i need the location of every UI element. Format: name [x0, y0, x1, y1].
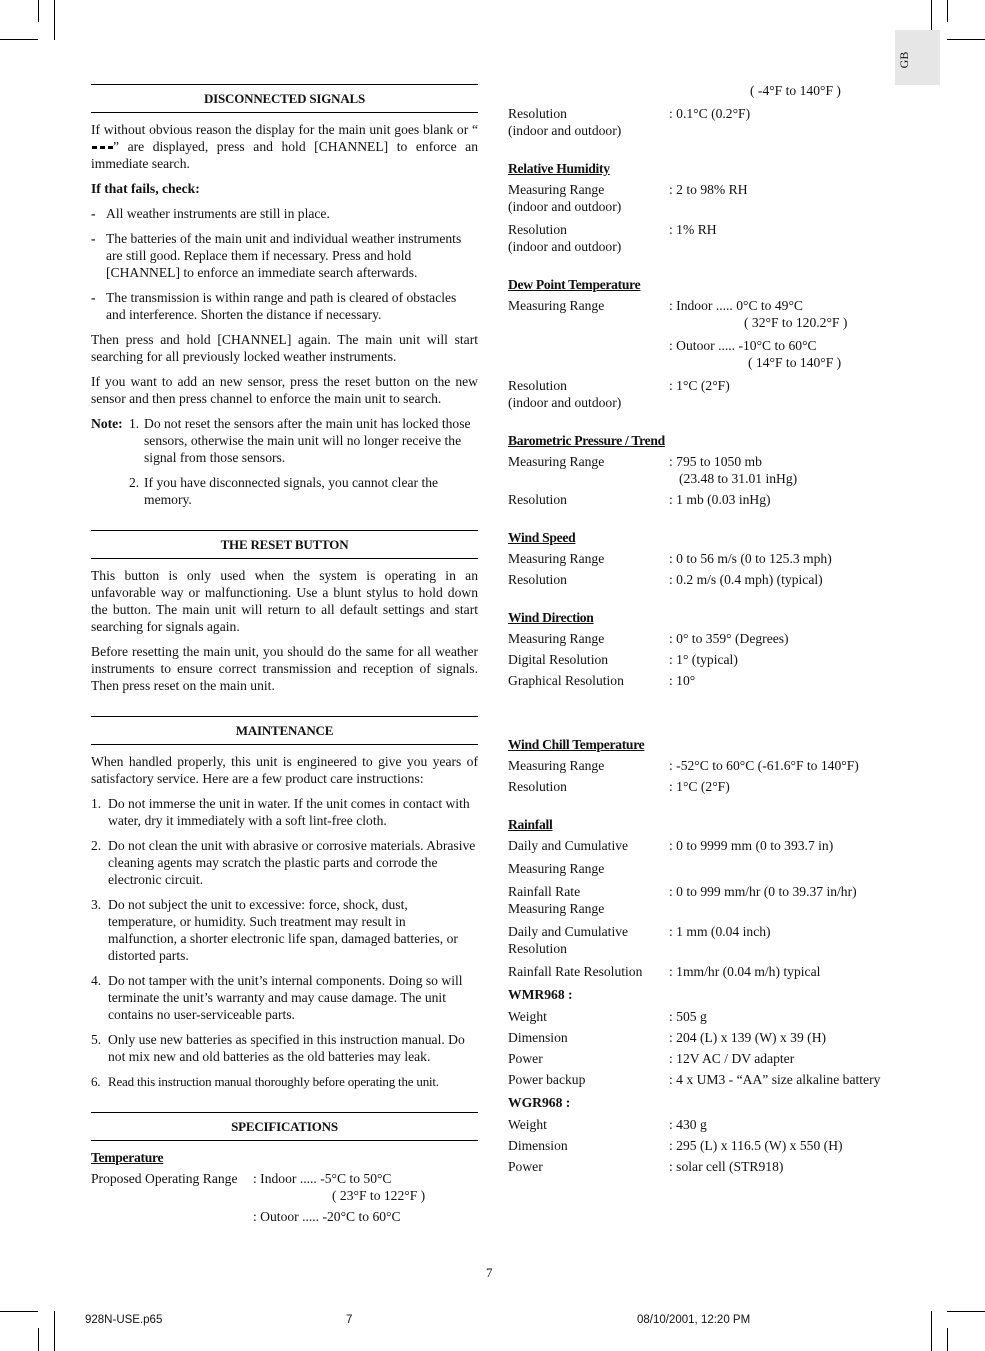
spec-row: Measuring Range : 0° to 359° (Degrees) [508, 631, 789, 646]
list-item: 3. Do not subject the unit to excessive: force, shock, dust, temperature, or humidity. Such treatment may result in malfunction, a shorter electronic life span, damaged batteries, or distorted parts. [91, 897, 458, 963]
spec-row: Weight : 430 g [508, 1117, 707, 1132]
spec-row: Resolution (indoor and outdoor) : 1°C (2°F) [508, 378, 730, 410]
crop-mark [947, 39, 985, 40]
maintenance-heading: MAINTENANCE [91, 716, 478, 745]
crop-mark [0, 1311, 38, 1312]
spec-row: Digital Resolution : 1° (typical) [508, 652, 738, 667]
spec-row: Resolution (indoor and outdoor) : 0.1°C (0.2°F) [508, 106, 751, 138]
spec-row: Measuring Range : -52°C to 60°C (-61.6°F to 140°F) [508, 758, 859, 773]
wgr968-title: WGR968 : [508, 1095, 571, 1110]
language-tab-label: GB [897, 51, 911, 69]
crop-mark [54, 0, 55, 40]
spec-row: Measuring Range [508, 861, 605, 876]
crop-mark [931, 1311, 932, 1351]
reset-button-heading: THE RESET BUTTON [91, 530, 478, 559]
list-item: 5. Only use new batteries as specified in this instruction manual. Do not mix new and old batteries as the old batteries may leak. [91, 1032, 465, 1064]
paragraph: Then press and hold [CHANNEL] again. The main unit will start searching for all previously locked weather instruments. [91, 332, 478, 364]
spec-value: : Outoor ..... -20°C to 60°C [253, 1209, 401, 1224]
temperature-heading: Temperature [91, 1150, 164, 1165]
paragraph: When handled properly, this unit is engineered to give you years of satisfactory service. Here are a few product care instructions: [91, 754, 478, 786]
disconnected-intro: If without obvious reason the display for the main unit goes blank or “ ” are displayed, press and hold [CHANNEL] to enforce an immediate search. [91, 122, 478, 171]
spec-row: Dimension : 295 (L) x 116.5 (W) x 550 (H) [508, 1138, 843, 1153]
specifications-heading: SPECIFICATIONS [91, 1112, 478, 1141]
right-column [508, 82, 908, 1179]
list-item: 2. Do not clean the unit with abrasive or corrosive materials. Abrasive cleaning agents may scratch the plastic parts and corrode the electronic circuit. [91, 838, 476, 887]
crop-mark [947, 1328, 948, 1351]
spec-row: Resolution : 0.2 m/s (0.4 mph) (typical) [508, 572, 823, 587]
spec-row: Proposed Operating Range : Indoor ..... -5°C to 50°C [91, 1171, 392, 1186]
spec-row: Resolution : 1°C (2°F) [508, 779, 730, 794]
spec-value: ( 32°F to 120.2°F ) [744, 315, 848, 330]
wind-speed-heading: Wind Speed [508, 530, 576, 545]
pressure-heading: Barometric Pressure / Trend [508, 433, 665, 448]
footer-datetime: 08/10/2001, 12:20 PM [637, 1314, 751, 1326]
crop-mark [0, 39, 38, 40]
spec-row: Power : 12V AC / DV adapter [508, 1051, 795, 1066]
spec-row: Daily and Cumulative : 0 to 9999 mm (0 to 393.7 in) [508, 838, 834, 853]
spec-row: Rainfall Rate Measuring Range : 0 to 999 mm/hr (0 to 39.37 in/hr) [508, 884, 857, 916]
note-item: 2. If you have disconnected signals, you cannot clear the memory. [129, 475, 439, 507]
list-item: 6. Read this instruction manual thoroughly before operating the unit. [91, 1074, 439, 1089]
spec-row: Weight : 505 g [508, 1009, 707, 1024]
spec-row: Graphical Resolution : 10° [508, 673, 696, 688]
list-item: - All weather instruments are still in place. [91, 206, 330, 221]
crop-mark [54, 1311, 55, 1351]
left-column [91, 84, 478, 1225]
wind-direction-heading: Wind Direction [508, 610, 594, 625]
crop-mark [38, 1328, 39, 1351]
spec-row: Power backup : 4 x UM3 - “AA” size alkaline battery [508, 1072, 881, 1087]
dashes-display-icon [91, 144, 113, 150]
check-title: If that fails, check: [91, 181, 200, 196]
spec-row: Measuring Range : 0 to 56 m/s (0 to 125.3 mph) [508, 551, 832, 566]
paragraph: Before resetting the main unit, you should do the same for all weather instruments to ensure correct transmission and reception of signals. Then press reset on the main unit. [91, 644, 478, 693]
spec-row: Power : solar cell (STR918) [508, 1159, 784, 1174]
spec-row: Daily and Cumulative Resolution : 1 mm (0.04 inch) [508, 924, 771, 956]
humidity-heading: Relative Humidity [508, 161, 610, 176]
list-item: - The batteries of the main unit and individual weather instruments are still good. Replace them if necessary. Press and hold [CHANNEL] to enforce an immediate search afterwards. [91, 231, 462, 280]
spec-row: Resolution (indoor and outdoor) : 1% RH [508, 222, 717, 254]
rainfall-heading: Rainfall [508, 817, 553, 832]
crop-mark [947, 1311, 985, 1312]
wmr968-title: WMR968 : [508, 987, 573, 1002]
spec-value: ( -4°F to 140°F ) [750, 83, 841, 98]
list-item: - The transmission is within range and path is cleared of obstacles and interference. Shorten the distance if necessary. [91, 290, 457, 322]
spec-row: Rainfall Rate Resolution : 1mm/hr (0.04 m/h) typical [508, 964, 821, 979]
spec-row: Resolution : 1 mb (0.03 inHg) [508, 492, 771, 507]
crop-mark [947, 0, 948, 22]
spec-row: Dimension : 204 (L) x 139 (W) x 39 (H) [508, 1030, 827, 1045]
wind-chill-heading: Wind Chill Temperature [508, 737, 645, 752]
spec-value: ( 23°F to 122°F ) [332, 1188, 426, 1203]
page-number: 7 [486, 1265, 493, 1280]
paragraph: This button is only used when the system is operating in an unfavorable way or malfunctioning. Use a blunt stylus to hold down the button. The main unit will return to all default settings and start searching for signals again. [91, 568, 478, 634]
note-item: Note: 1. Do not reset the sensors after the main unit has locked those sensors, otherwise the main unit will no longer receive the signal from those sensors. [91, 416, 471, 465]
spec-value: ( 14°F to 140°F ) [748, 355, 842, 370]
dew-point-heading: Dew Point Temperature [508, 277, 641, 292]
list-item: 4. Do not tamper with the unit’s internal components. Doing so will terminate the unit’s warranty and may cause damage. The unit contains no user-serviceable parts. [91, 973, 463, 1022]
spec-row: Measuring Range : Indoor ..... 0°C to 49°C [508, 298, 803, 313]
spec-row: Measuring Range : 795 to 1050 mb (23.48 to 31.01 inHg) [508, 454, 798, 486]
footer-filename: 928N-USE.p65 [85, 1314, 163, 1326]
list-item: 1. Do not immerse the unit in water. If the unit comes in contact with water, dry it immediately with a soft lint-free cloth. [91, 796, 470, 828]
spec-value: : Outoor ..... -10°C to 60°C [669, 338, 817, 353]
footer-page: 7 [346, 1314, 353, 1326]
crop-mark [38, 0, 39, 22]
paragraph: If you want to add an new sensor, press the reset button on the new sensor and then press channel to enforce the main unit to search. [91, 374, 478, 406]
spec-row: Measuring Range (indoor and outdoor) : 2 to 98% RH [508, 182, 748, 214]
disconnected-signals-heading: DISCONNECTED SIGNALS [91, 84, 478, 113]
